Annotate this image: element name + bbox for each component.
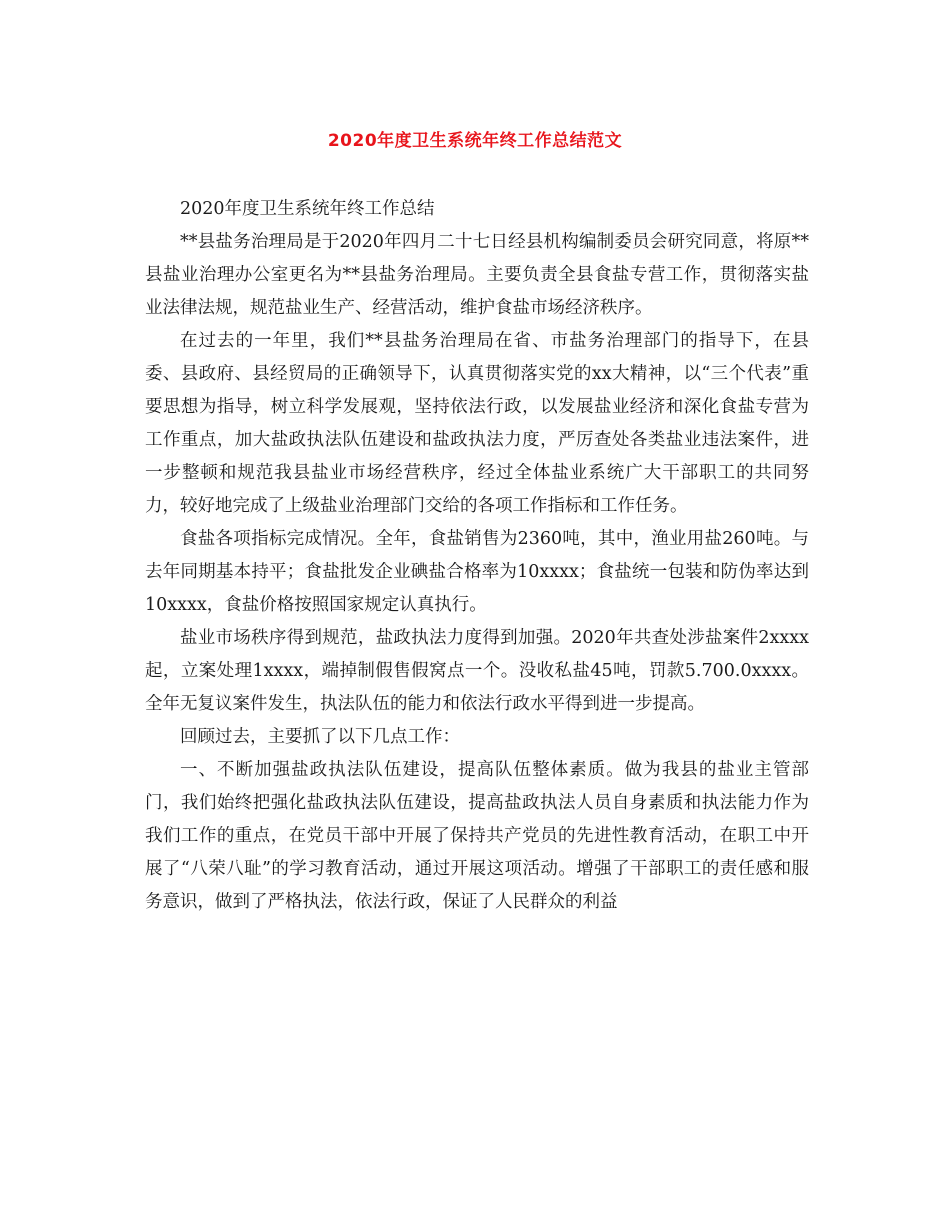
document-title: 2020年度卫生系统年终工作总结范文: [327, 131, 623, 151]
document-subtitle: 2020年度卫生系统年终工作总结: [180, 199, 435, 219]
paragraph-3: 食盐各项指标完成情况。全年，食盐销售为2360吨，其中，渔业用盐260吨。与去年同期基本持平；食盐批发企业碘盐合格率为10xxxx；食盐统一包装和防伪率达到10xxxx，食盐价格按照国家规定认真执行。: [145, 529, 809, 615]
paragraph-1: **县盐务治理局是于2020年四月二十七日经县机构编制委员会研究同意，将原**县盐业治理办公室更名为**县盐务治理局。主要负责全县食盐专营工作，贯彻落实盐业法律法规，规范盐业生产、经营活动，维护食盐市场经济秩序。: [145, 232, 809, 318]
paragraph-2: 在过去的一年里，我们**县盐务治理局在省、市盐务治理部门的指导下，在县委、县政府、县经贸局的正确领导下，认真贯彻落实党的xx大精神，以“三个代表”重要思想为指导，树立科学发展观，坚持依法行政，以发展盐业经济和深化食盐专营为工作重点，加大盐政执法队伍建设和盐政执法力度，严厉查处各类盐业违法案件，进一步整顿和规范我县盐业市场经营秩序，经过全体盐业系统广大干部职工的共同努力，较好地完成了上级盐业治理部门交给的各项工作指标和工作任务。: [145, 331, 809, 516]
paragraph-4: 盐业市场秩序得到规范，盐政执法力度得到加强。2020年共查处涉盐案件2xxxx起，立案处理1xxxx，端掉制假售假窝点一个。没收私盐45吨，罚款5.700.0xxxx。全年无复议案件发生，执法队伍的能力和依法行政水平得到进一步提高。: [145, 628, 809, 714]
paragraph-6: 一、不断加强盐政执法队伍建设，提高队伍整体素质。做为我县的盐业主管部门，我们始终把强化盐政执法队伍建设，提高盐政执法人员自身素质和执法能力作为我们工作的重点，在党员干部中开展了保持共产党员的先进性教育活动，在职工中开展了“八荣八耻”的学习教育活动，通过开展这项活动。增强了干部职工的责任感和服务意识，做到了严格执法，依法行政，保证了人民群众的利益: [145, 760, 809, 912]
paragraph-5: 回顾过去，主要抓了以下几点工作：: [180, 727, 460, 747]
document-body: [145, 193, 809, 919]
